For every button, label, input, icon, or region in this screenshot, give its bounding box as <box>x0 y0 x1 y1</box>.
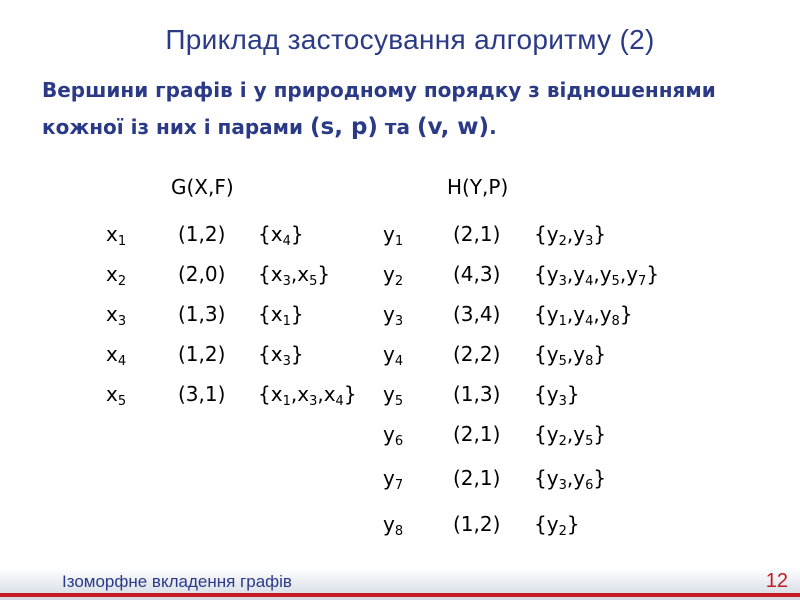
graph-h-relation-base: y <box>573 422 586 446</box>
graph-g-relations <box>258 262 331 289</box>
graph-h-relation-index: 2 <box>558 234 567 249</box>
graph-h-vertex-index: 6 <box>394 434 404 449</box>
brace-open: { <box>534 422 547 446</box>
comma: , <box>593 262 600 286</box>
graph-h-vertex-index: 8 <box>394 524 404 539</box>
graph-h-pair: (2,1) <box>453 422 501 446</box>
brace-open: { <box>534 512 547 536</box>
brace-close: } <box>593 466 607 490</box>
graph-h-relation-index: 3 <box>558 478 567 493</box>
subtitle-period: . <box>489 115 497 139</box>
graph-h-vertex-base: y <box>383 466 395 490</box>
slide-title: Приклад застосування алгоритму (2) <box>165 24 655 55</box>
graph-h-vertex-base: y <box>383 262 395 286</box>
comma: , <box>290 382 298 406</box>
graph-g-relation-base: x <box>297 382 310 406</box>
graph-h-relation-base: y <box>546 466 559 490</box>
graph-g-vertex-index: 4 <box>117 354 127 369</box>
graph-h-header: H(Y,P) <box>447 175 509 199</box>
graph-g-vertex-base: x <box>106 222 118 246</box>
graph-g-relation-base: x <box>270 302 283 326</box>
comma: , <box>566 466 574 490</box>
brace-close: } <box>566 512 580 536</box>
graph-g-pair: (1,2) <box>178 342 226 366</box>
brace-open: { <box>534 222 547 246</box>
graph-h-pair: (3,4) <box>453 302 501 326</box>
graph-h-vertex <box>383 262 404 289</box>
graph-h-vertex <box>383 422 404 449</box>
graph-h-relation-index: 8 <box>611 314 620 329</box>
graph-h-vertex <box>383 222 404 249</box>
graph-h-vertex <box>383 302 404 329</box>
brace-open: { <box>258 262 271 286</box>
comma: , <box>566 222 574 246</box>
graph-g-relation-base: x <box>323 382 336 406</box>
graph-g-relations <box>258 302 304 329</box>
graph-h-vertex-base: y <box>383 382 395 406</box>
comma: , <box>593 302 600 326</box>
brace-open: { <box>258 382 271 406</box>
graph-g-relation-index: 1 <box>282 394 291 409</box>
comma: , <box>566 262 574 286</box>
graph-h-pair: (4,3) <box>453 262 501 286</box>
graph-g-vertex-base: x <box>106 302 118 326</box>
graph-g-pair: (1,2) <box>178 222 226 246</box>
graph-g-header: G(X,F) <box>171 175 234 199</box>
graph-h-relation-base: y <box>573 302 586 326</box>
comma: , <box>317 382 324 406</box>
brace-close: } <box>290 342 304 366</box>
graph-h-relation-base: y <box>546 262 559 286</box>
graph-h-pair: (1,2) <box>453 512 501 536</box>
brace-close: } <box>619 302 633 326</box>
graph-h-relation-index: 5 <box>558 354 567 369</box>
graph-g-relation-index: 1 <box>282 314 291 329</box>
graph-h-relations <box>534 422 607 449</box>
graph-h-relation-base: y <box>599 262 612 286</box>
graph-h-relations <box>534 466 607 493</box>
brace-close: } <box>290 222 304 246</box>
pair-sp: (s, p) <box>310 114 378 140</box>
brace-open: { <box>258 222 271 246</box>
graph-g-relations <box>258 342 304 369</box>
graph-h-vertex-index: 3 <box>394 314 404 329</box>
footer-title: Ізоморфне вкладення графів <box>62 572 292 591</box>
brace-close: } <box>593 222 607 246</box>
graph-g-relation-base: x <box>297 262 310 286</box>
graph-g-vertex-index: 2 <box>117 274 127 289</box>
graph-h-relation-base: y <box>573 262 586 286</box>
graph-g-vertex-index: 5 <box>117 394 127 409</box>
comma: , <box>290 262 298 286</box>
graph-h-vertex-index: 2 <box>394 274 404 289</box>
brace-close: } <box>290 302 304 326</box>
brace-close: } <box>646 262 660 286</box>
graph-h-pair: (2,1) <box>453 222 501 246</box>
brace-open: { <box>534 342 547 366</box>
graph-g-vertex-index: 1 <box>117 234 127 249</box>
graph-g-relation-base: x <box>270 222 283 246</box>
brace-close: } <box>317 262 331 286</box>
graph-g-vertex <box>106 382 127 409</box>
brace-open: { <box>258 302 271 326</box>
graph-h-relation-index: 5 <box>585 434 594 449</box>
graph-h-vertex-index: 5 <box>394 394 404 409</box>
graph-h-relation-base: y <box>546 382 559 406</box>
graph-h-vertex <box>383 466 404 493</box>
graph-h-relation-base: y <box>573 466 586 490</box>
graph-h-vertex-base: y <box>383 342 395 366</box>
graph-h-relation-index: 6 <box>585 478 594 493</box>
graph-h-relation-base: y <box>573 342 586 366</box>
subtitle-line-1: Вершини графів і у природному порядку з відношеннями <box>42 78 716 102</box>
graph-h-relations <box>534 512 580 539</box>
brace-close: } <box>343 382 357 406</box>
graph-h-relation-base: y <box>546 512 559 536</box>
graph-h-vertex-base: y <box>383 302 395 326</box>
graph-h-vertex-index: 1 <box>394 234 404 249</box>
graph-h-relation-index: 4 <box>585 314 594 329</box>
graph-h-relation-index: 7 <box>638 274 647 289</box>
graph-g-pair: (1,3) <box>178 302 226 326</box>
brace-open: { <box>534 302 547 326</box>
comma: , <box>566 302 574 326</box>
graph-h-relation-base: y <box>546 422 559 446</box>
graph-h-pair: (1,3) <box>453 382 501 406</box>
graph-h-vertex-base: y <box>383 422 395 446</box>
graph-h-relation-base: y <box>546 222 559 246</box>
graph-g-pair: (3,1) <box>178 382 226 406</box>
graph-h-relations <box>534 342 607 369</box>
graph-g-pair: (2,0) <box>178 262 226 286</box>
footer-divider <box>0 593 800 597</box>
graph-g-vertex-base: x <box>106 382 118 406</box>
graph-h-relation-index: 4 <box>585 274 594 289</box>
brace-close: } <box>593 422 607 446</box>
graph-h-relation-index: 2 <box>558 524 567 539</box>
graph-g-relations <box>258 382 357 409</box>
graph-g-relation-index: 3 <box>309 394 318 409</box>
graph-h-relations <box>534 382 580 409</box>
brace-open: { <box>534 262 547 286</box>
graph-g-relation-index: 3 <box>282 274 291 289</box>
brace-open: { <box>534 382 547 406</box>
graph-g-relation-base: x <box>270 262 283 286</box>
graph-h-relation-index: 2 <box>558 434 567 449</box>
graph-h-vertex-base: y <box>383 222 395 246</box>
graph-g-relation-base: x <box>270 382 283 406</box>
graph-g-relations <box>258 222 304 249</box>
graph-h-vertex-index: 4 <box>394 354 404 369</box>
graph-g-vertex <box>106 342 127 369</box>
page-number: 12 <box>765 570 788 592</box>
graph-h-relation-base: y <box>546 342 559 366</box>
comma: , <box>619 262 627 286</box>
graph-h-vertex <box>383 512 404 539</box>
slide-subtitle <box>42 72 762 146</box>
graph-h-relation-index: 3 <box>558 394 567 409</box>
graph-g-vertex <box>106 262 127 289</box>
graph-h-relation-base: y <box>626 262 639 286</box>
graph-g-vertex <box>106 302 127 329</box>
graph-h-pair: (2,2) <box>453 342 501 366</box>
comma: , <box>566 342 574 366</box>
brace-open: { <box>258 342 271 366</box>
pair-vw: (v, w) <box>416 114 490 140</box>
graph-h-relation-index: 3 <box>558 274 567 289</box>
graph-g-vertex-index: 3 <box>117 314 127 329</box>
subtitle-line-2 <box>42 109 762 146</box>
brace-close: } <box>566 382 580 406</box>
graph-h-relation-base: y <box>599 302 612 326</box>
graph-g-vertex-base: x <box>106 342 118 366</box>
graph-h-relation-index: 3 <box>585 234 594 249</box>
brace-close: } <box>593 342 607 366</box>
graph-g-relation-index: 4 <box>282 234 291 249</box>
subtitle-and: та <box>377 115 417 139</box>
graph-g-relation-index: 5 <box>309 274 318 289</box>
graph-h-pair: (2,1) <box>453 466 501 490</box>
graph-h-relations <box>534 302 633 329</box>
graph-h-relations <box>534 222 607 249</box>
graph-g-relation-base: x <box>270 342 283 366</box>
graph-h-vertex-base: y <box>383 512 395 536</box>
graph-h-vertex <box>383 342 404 369</box>
graph-h-vertex <box>383 382 404 409</box>
graph-g-relation-index: 4 <box>335 394 344 409</box>
graph-h-relation-index: 5 <box>611 274 620 289</box>
brace-open: { <box>534 466 547 490</box>
graph-h-relation-index: 1 <box>558 314 567 329</box>
graph-h-relation-base: y <box>573 222 586 246</box>
graph-g-relation-index: 3 <box>282 354 291 369</box>
graph-h-relation-index: 8 <box>585 354 594 369</box>
subtitle-text: кожної із них і парами <box>42 115 310 139</box>
graph-h-vertex-index: 7 <box>394 478 404 493</box>
graph-h-relation-base: y <box>546 302 559 326</box>
comma: , <box>566 422 574 446</box>
graph-h-relations <box>534 262 660 289</box>
graph-g-vertex-base: x <box>106 262 118 286</box>
graph-g-vertex <box>106 222 127 249</box>
